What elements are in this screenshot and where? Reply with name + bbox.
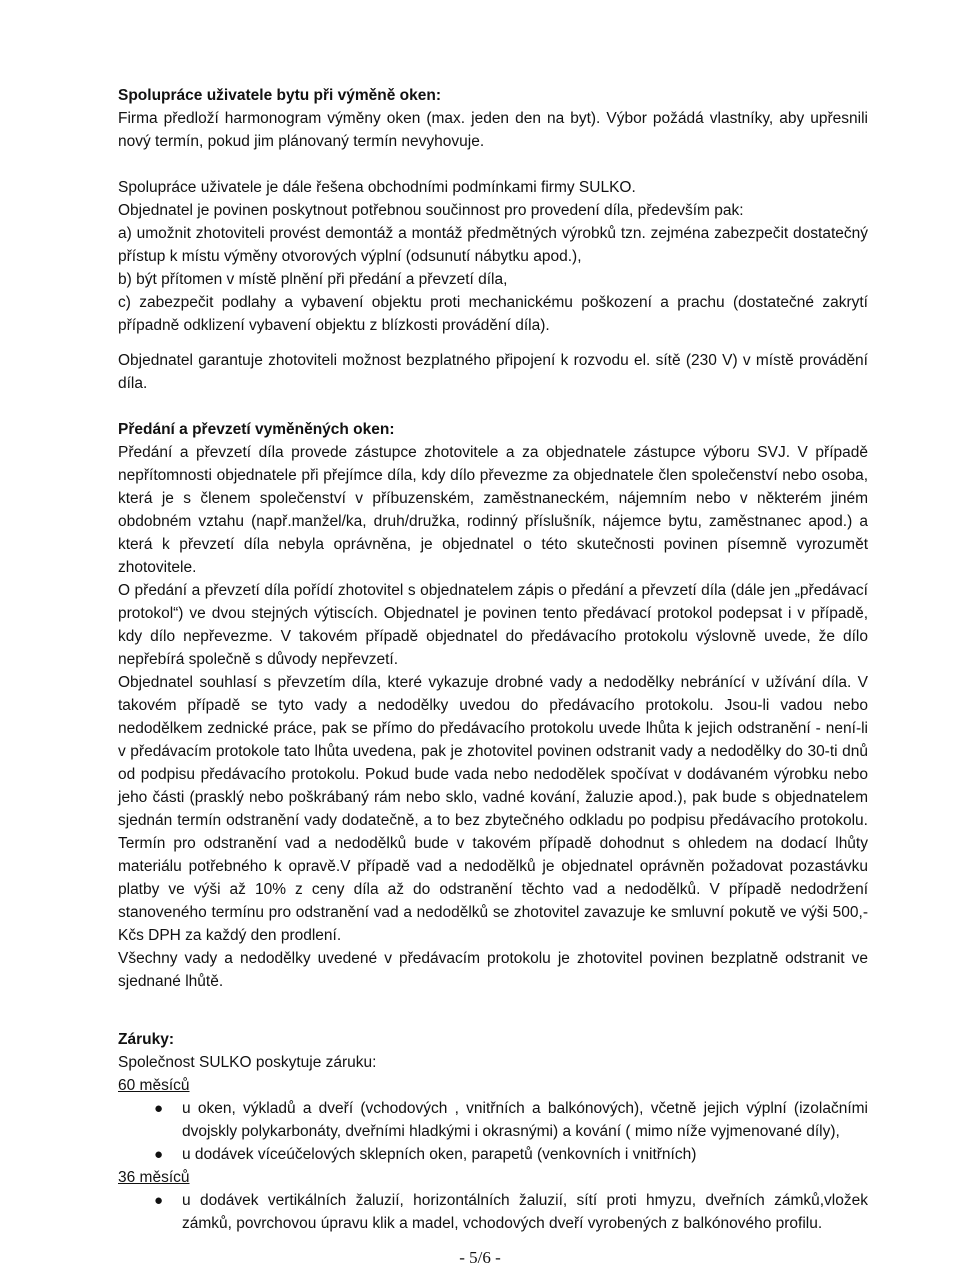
bullet-list xyxy=(118,1097,868,1166)
list-item-b: b) být přítomen v místě plnění při předání a převzetí díla, xyxy=(118,271,508,288)
list-item-a: a) umožnit zhotoviteli provést demontáž a montáž předmětných výrobků tzn. zejména zabezpečit dostatečný přístup k místu výměny otvorových výplní (odsunutí nábytku apod.), xyxy=(118,225,868,265)
paragraph: Firma předloží harmonogram výměny oken (max. jeden den na byt). Výbor požádá vlastníky, aby upřesnili nový termín, pokud jim plánovaný termín nevyhovuje. xyxy=(118,110,868,150)
section-heading-cooperation: Spolupráce uživatele bytu při výměně oken: xyxy=(118,87,442,104)
warranty-period-label: 36 měsíců xyxy=(118,1169,190,1186)
paragraph: Společnost SULKO poskytuje záruku: xyxy=(118,1054,377,1071)
bullet-icon: ● xyxy=(154,1146,164,1163)
paragraph: Objednatel souhlasí s převzetím díla, které vykazuje drobné vady a nedodělky nebránící v užívání díla. V takovém případě se tyto vady a nedodělky uvedou do předávacího protokolu. Jsou-li vadou nebo nedodělkem zednické práce, pak se přímo do předávacího protokolu uvede lhůta k jejich odstranění - není-li v předávacím protokole tato lhůta uvedena, pak je zhotovitel povinen odstranit vady a nedodělky do 30-ti dnů od podpisu předávacího protokolu. Pokud bude vada nebo nedodělek spočívat v dodávaném výrobku nebo jeho části (prasklý nebo poškrábaný rám nebo sklo, vadné kování, žaluzie apod.), pak bude s objednatelem sjednán termín odstranění vady dodatečně, a to bez zbytečného odkladu po podpisu předávacího protokolu. Termín pro odstranění vad a nedodělků bude v takovém případě dohodnut s ohledem na dodací lhůty materiálu potřebného k opravě.V případě vad a nedodělků je objednatel oprávněn požadovat pozastávku platby ve výši až 10% z ceny díla až do odstranění těchto vad a nedodělků. V případě nedodržení stanoveného termínu pro odstranění vad a nedodělků se zhotovitel zavazuje ke smluvní pokutě ve výši 500,-Kčs DPH za každý den prodlení. xyxy=(118,674,868,944)
list-item: ● u dodávek vertikálních žaluzií, horizontálních žaluzií, sítí proti hmyzu, dveřních zámků,vložek zámků, povrchovou úpravu klik a madel, vchodových dveří vyrobených z balkónového profilu. xyxy=(118,1189,868,1235)
bullet-icon: ● xyxy=(154,1100,164,1117)
paragraph: Všechny vady a nedodělky uvedené v předávacím protokolu je zhotovitel povinen bezplatně odstranit ve sjednané lhůtě. xyxy=(118,950,868,990)
section-heading-handover: Předání a převzetí vyměněných oken: xyxy=(118,421,395,438)
paragraph: Spolupráce uživatele je dále řešena obchodními podmínkami firmy SULKO. xyxy=(118,179,636,196)
document-page xyxy=(118,84,868,1235)
paragraph: Objednatel je povinen poskytnout potřebnou součinnost pro provedení díla, především pak: xyxy=(118,202,744,219)
list-item: ● u oken, výkladů a dveří (vchodových , vnitřních a balkónových), včetně jejich výplní (izolačními dvojskly polykarbonáty, dveřními hladkými i okrasnými) a kování ( mimo níže vyjmenované díly), xyxy=(118,1097,868,1143)
warranty-period-label: 60 měsíců xyxy=(118,1077,190,1094)
bullet-icon: ● xyxy=(154,1192,164,1209)
paragraph: O předání a převzetí díla pořídí zhotovitel s objednatelem zápis o předání a převzetí díla (dále jen „předávací protokol“) ve dvou stejných výtiscích. Objednatel je povinen tento předávací protokol podepsat i v případě, kdy dílo nepřevezme. V takovém případě objednatel do předávacího protokolu výslovně uvede, že dílo nepřebírá společně s důvody nepřevzetí. xyxy=(118,582,868,668)
paragraph: Předání a převzetí díla provede zástupce zhotovitele a za objednatele zástupce výboru SVJ. V případě nepřítomnosti objednatele při přejímce díla, kdy dílo převezme za objednatele člen společenství nebo osoba, která je s členem společenství v příbuzenském, zaměstnaneckém, nájemním nebo v některém jiném obdobném vztahu (např.manžel/ka, druh/družka, rodinný příslušník, nájemce bytu, zaměstnanec apod.) a která k převzetí díla nebyla oprávněna, je objednatel o této skutečnosti povinen písemně vyrozumět zhotovitele. xyxy=(118,444,868,576)
list-item: ● u dodávek víceúčelových sklepních oken, parapetů (venkovních i vnitřních) xyxy=(118,1143,868,1166)
paragraph: Objednatel garantuje zhotoviteli možnost bezplatného připojení k rozvodu el. sítě (230 V) v místě provádění díla. xyxy=(118,352,868,392)
list-item-c: c) zabezpečit podlahy a vybavení objektu proti mechanickému poškození a prachu (dostatečné zakrytí případně odklizení vybavení objektu z blízkosti provádění díla). xyxy=(118,294,868,334)
section-heading-warranty: Záruky: xyxy=(118,1031,174,1048)
bullet-list xyxy=(118,1189,868,1235)
page-number: - 5/6 - xyxy=(459,1248,501,1267)
